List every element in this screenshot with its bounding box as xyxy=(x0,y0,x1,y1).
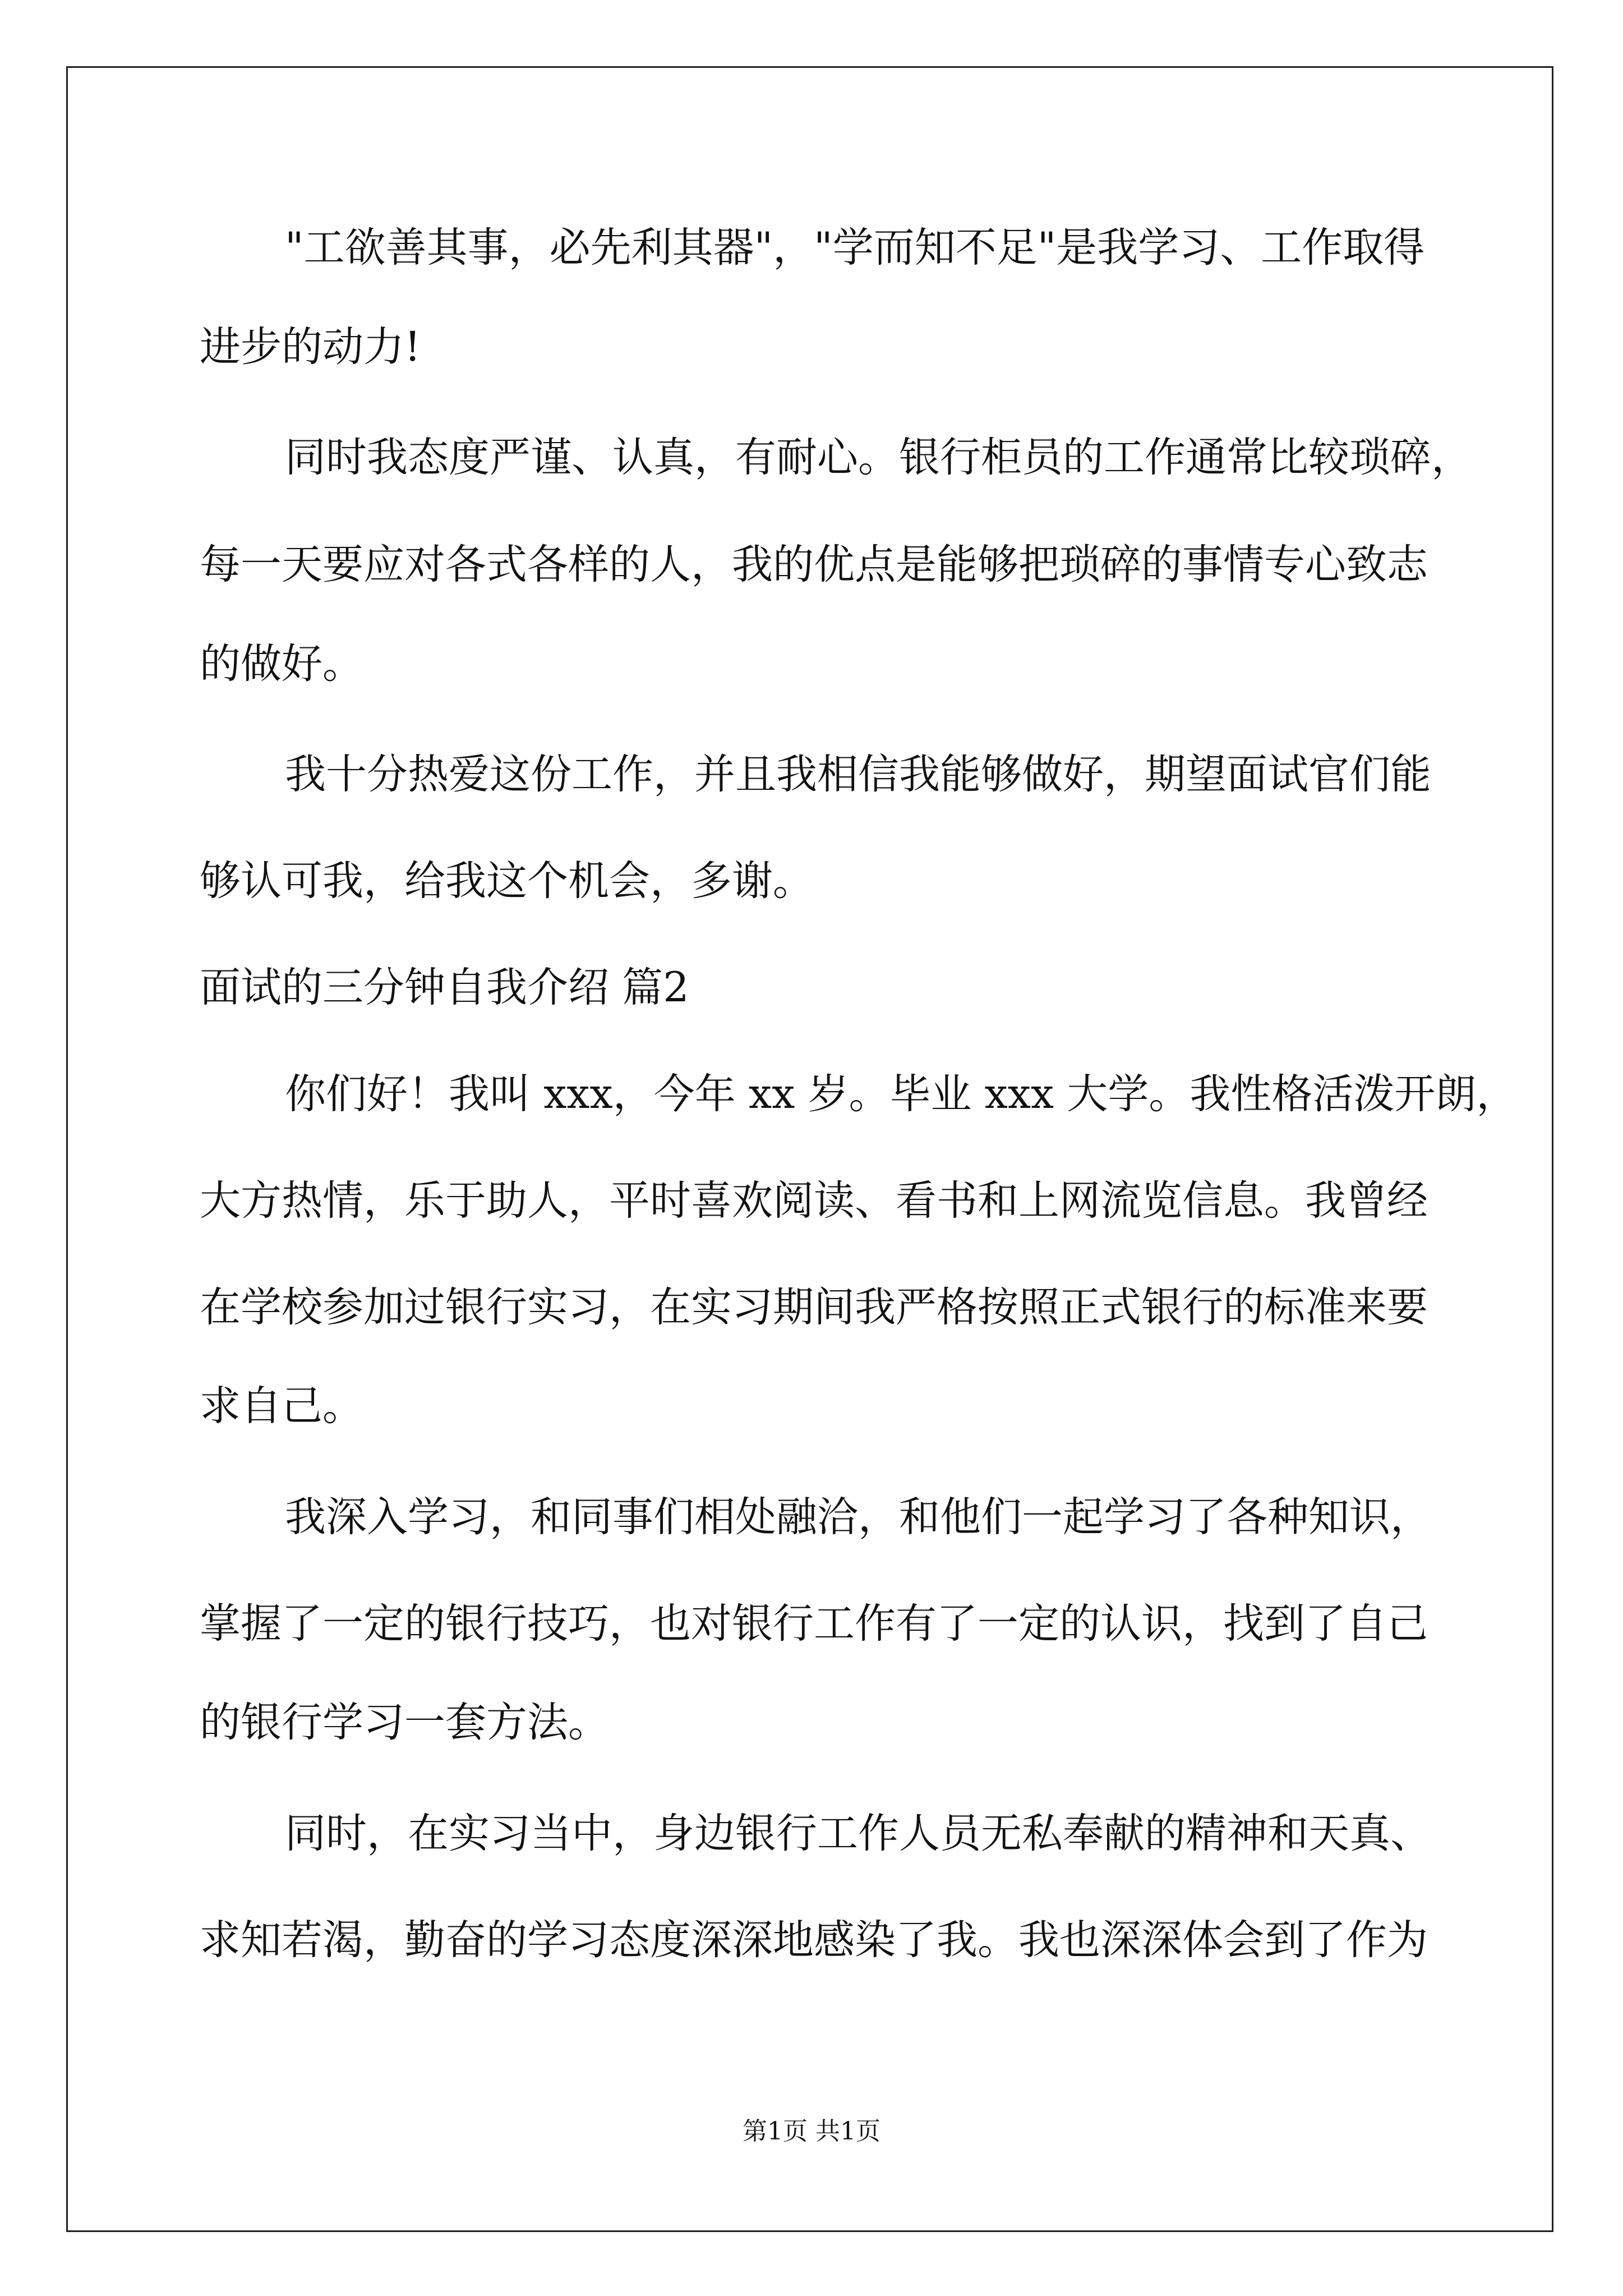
paragraph-line: 大方热情，乐于助人，平时喜欢阅读、看书和上网流览信息。我曾经 xyxy=(200,1177,1428,1225)
paragraph-line: 求知若渴，勤奋的学习态度深深地感染了我。我也深深体会到了作为 xyxy=(200,1916,1428,1964)
paragraph-line: 的做好。 xyxy=(200,640,363,688)
paragraph-line: 同时，在实习当中，身边银行工作人员无私奉献的精神和天真、 xyxy=(285,1810,1431,1857)
paragraph-line: 进步的动力! xyxy=(200,323,421,371)
paragraph-line: 我十分热爱这份工作，并且我相信我能够做好，期望面试官们能 xyxy=(285,751,1431,798)
page-footer: 第1页 共1页 xyxy=(743,2117,880,2146)
paragraph-line: 每一天要应对各式各样的人，我的优点是能够把琐碎的事情专心致志 xyxy=(200,541,1428,588)
paragraph-line: 够认可我，给我这个机会，多谢。 xyxy=(200,857,814,905)
paragraph-line: 在学校参加过银行实习，在实习期间我严格按照正式银行的标准来要 xyxy=(200,1283,1428,1331)
paragraph-line: 同时我态度严谨、认真，有耐心。银行柜员的工作通常比较琐碎， xyxy=(285,434,1472,481)
paragraph-line: 求自己。 xyxy=(200,1382,363,1430)
paragraph-line: "工欲善其事，必先利其器"，"学而知不足"是我学习、工作取得 xyxy=(285,224,1425,272)
paragraph-line: 掌握了一定的银行技巧，也对银行工作有了一定的认识，找到了自己 xyxy=(200,1600,1428,1648)
paragraph-line: 你们好！我叫 xxx，今年 xx 岁。毕业 xxx 大学。我性格活泼开朗， xyxy=(285,1070,1518,1118)
page-border xyxy=(66,66,1553,2232)
paragraph-line: 的银行学习一套方法。 xyxy=(200,1699,609,1746)
section-heading: 面试的三分钟自我介绍 篇2 xyxy=(200,964,689,1011)
paragraph-line: 我深入学习，和同事们相处融洽，和他们一起学习了各种知识， xyxy=(285,1493,1431,1541)
